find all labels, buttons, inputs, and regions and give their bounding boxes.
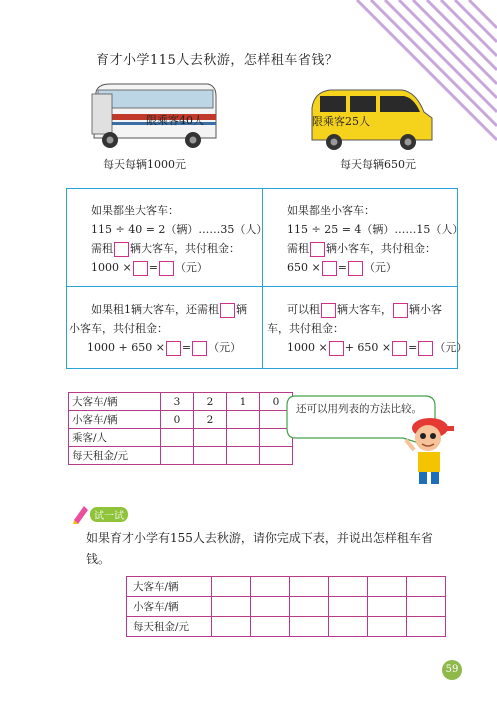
table-row [127, 577, 446, 597]
plan4-answer-box-5[interactable] [418, 341, 433, 356]
plan4-answer-box-1[interactable] [321, 303, 336, 318]
table-cell[interactable] [227, 447, 260, 465]
row-label: 大客车/辆 [69, 393, 161, 411]
plan4-label: 1000 × [287, 341, 328, 354]
table-cell[interactable] [212, 577, 251, 597]
plan3-label: 1000 + 650 × [87, 341, 165, 354]
table-cell: 2 [194, 393, 227, 411]
plan3-line3 [87, 338, 241, 357]
plan4-line1 [287, 300, 442, 319]
table-cell[interactable] [161, 447, 194, 465]
exercise-paragraph: 如果育才小学有155人去秋游，请你完成下表，并说出怎样租车省钱。 [86, 531, 433, 566]
table-cell[interactable] [251, 597, 290, 617]
plan4-label: 可以租 [287, 303, 320, 316]
plan1-answer-box-1[interactable] [114, 242, 129, 257]
table-cell[interactable] [368, 617, 407, 637]
plan-grid [66, 188, 468, 369]
plan2-line4 [287, 258, 397, 277]
plan4-answer-box-4[interactable] [392, 341, 407, 356]
table-row [69, 393, 293, 411]
table-cell[interactable] [368, 597, 407, 617]
table-cell: 0 [260, 393, 293, 411]
plan2-label: 需租 [287, 242, 309, 255]
plan4-label: 辆小客 [409, 303, 442, 316]
table-cell: 2 [194, 411, 227, 429]
table-cell[interactable] [227, 429, 260, 447]
plan3-label: （元） [208, 341, 242, 354]
plan2-label: （元） [363, 261, 397, 274]
plan2-line3 [287, 239, 436, 258]
plan2-line1: 如果都坐小客车： [287, 204, 375, 217]
row-label: 每天租金/元 [69, 447, 161, 465]
comparison-table [68, 392, 293, 465]
table-cell[interactable] [251, 577, 290, 597]
bubble-text: 还可以用列表的方法比较。 [296, 403, 422, 415]
table-cell[interactable] [212, 597, 251, 617]
plan4-line2: 车，共付租金： [267, 322, 344, 335]
plan4-label: + 650 × [344, 341, 392, 354]
table-cell[interactable] [407, 577, 446, 597]
table-cell[interactable] [407, 597, 446, 617]
plan3-line1 [91, 300, 247, 319]
table-cell[interactable] [161, 429, 194, 447]
row-label: 小客车/辆 [127, 597, 212, 617]
table-cell[interactable] [194, 447, 227, 465]
plan2-label: 辆小客车，共付租金： [326, 242, 436, 255]
plan3-label: 辆 [236, 303, 247, 316]
table-cell[interactable] [290, 597, 329, 617]
plan1-label: （元） [174, 261, 208, 274]
try-it-label: 试一试 [94, 511, 124, 522]
plan1-label: 1000 × [91, 261, 132, 274]
plan3-answer-box-3[interactable] [192, 341, 207, 356]
exercise-table [126, 576, 446, 637]
plan1-line2: 115 ÷ 40 = 2（辆）……35（人） [91, 223, 268, 236]
plan2-answer-box-3[interactable] [348, 261, 363, 276]
plan4-label: = [408, 341, 418, 354]
page-number: 59 [442, 660, 462, 680]
table-cell[interactable] [227, 411, 260, 429]
row-label: 每天租金/元 [127, 617, 212, 637]
plan1-label: 需租 [91, 242, 113, 255]
table-row [127, 617, 446, 637]
plan1-label: 辆大客车，共付租金： [130, 242, 240, 255]
plan4-line3 [287, 338, 467, 357]
table-row [127, 597, 446, 617]
table-cell[interactable] [329, 597, 368, 617]
small-bus-capacity-sign: 限乘客25人 [312, 115, 370, 128]
table-row [69, 447, 293, 465]
table-cell: 1 [227, 393, 260, 411]
plan3-label: = [181, 341, 192, 354]
table-cell[interactable] [290, 617, 329, 637]
plan3-label: 如果租1辆大客车，还需租 [91, 303, 219, 316]
plan1-line4 [91, 258, 208, 277]
table-cell[interactable] [251, 617, 290, 637]
try-it-badge [70, 502, 130, 530]
table-row [69, 411, 293, 429]
plan4-label: 辆大客车， [337, 303, 392, 316]
plan3-line2: 小客车，共付租金： [69, 322, 168, 335]
small-bus-price: 每天每辆650元 [340, 158, 416, 171]
plan3-answer-box-1[interactable] [220, 303, 235, 318]
question-title: 育才小学115人去秋游，怎样租车省钱？ [96, 53, 339, 68]
plan4-answer-box-2[interactable] [393, 303, 408, 318]
plan4-label: （元） [434, 341, 468, 354]
plan1-line3 [91, 239, 240, 258]
table-row [69, 429, 293, 447]
plan1-label: = [148, 261, 158, 274]
table-cell[interactable] [368, 577, 407, 597]
table-cell[interactable] [329, 617, 368, 637]
row-label: 小客车/辆 [69, 411, 161, 429]
table-cell[interactable] [194, 429, 227, 447]
plan1-answer-box-2[interactable] [133, 261, 148, 276]
big-bus-capacity-sign: 限乘客40人 [146, 114, 204, 127]
plan2-answer-box-2[interactable] [322, 261, 337, 276]
cartoon-kid-illustration [400, 410, 460, 494]
table-cell[interactable] [212, 617, 251, 637]
table-cell[interactable] [329, 577, 368, 597]
table-cell[interactable] [290, 577, 329, 597]
row-label: 大客车/辆 [127, 577, 212, 597]
table-cell[interactable] [407, 617, 446, 637]
big-bus-price: 每天每辆1000元 [103, 158, 186, 171]
plan2-label: = [337, 261, 347, 274]
plan4-answer-box-3[interactable] [329, 341, 344, 356]
plan2-label: 650 × [287, 261, 321, 274]
plan3-answer-box-2[interactable] [166, 341, 181, 356]
plan1-answer-box-3[interactable] [159, 261, 174, 276]
table-cell: 0 [161, 411, 194, 429]
plan2-line2: 115 ÷ 25 = 4（辆）……15（人） [287, 223, 464, 236]
plan1-line1: 如果都坐大客车： [91, 204, 179, 217]
row-label: 乘客/人 [69, 429, 161, 447]
table-cell: 3 [161, 393, 194, 411]
plan2-answer-box-1[interactable] [310, 242, 325, 257]
